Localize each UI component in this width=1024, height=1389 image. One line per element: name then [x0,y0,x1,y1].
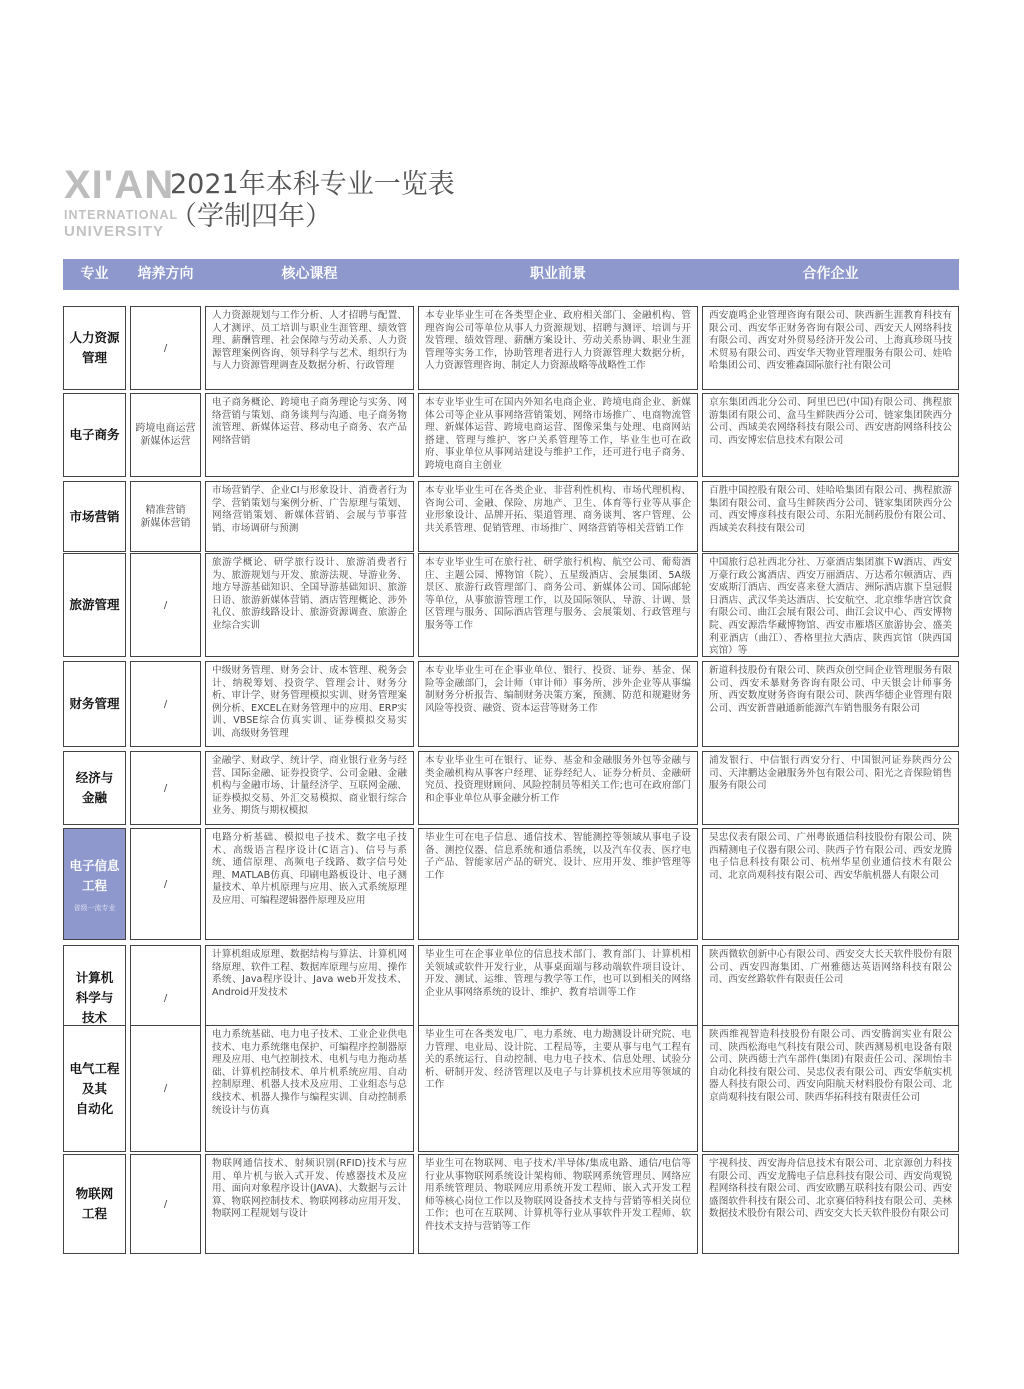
page-header [64,162,964,242]
direction-cell [130,661,201,747]
major-cell [63,1025,126,1152]
partners-cell [702,751,959,825]
partners-cell [702,553,959,657]
career-cell-text: 毕业生可在电子信息、通信技术、智能测控等领域从事电子设备、测控仪器、信息系统和通信系统，以及汽车仪表、医疗电子产品、智能家居产品的研究、设计、应用开发、维护管理等工作 [425,832,691,881]
logo-line-university: UNIVERSITY [64,223,165,240]
courses-cell [205,553,414,657]
courses-cell-text: 电路分析基础、模拟电子技术、数字电子技术、高级语言程序设计(C语言)、信号与系统、通信原理、高频电子线路、数字信号处理、MATLAB仿真、印刷电路板设计、电子测量技术、单片机原理与应用、嵌入式系统原理及应用、可编程逻辑器件原理及应用 [212,832,407,906]
courses-cell [205,393,414,477]
partners-cell [702,1025,959,1152]
courses-cell-text: 计算机组成原理、数据结构与算法、计算机网络原理、软件工程、数据库原理与应用、操作系统、Java程序设计、Java web开发技术、Android开发技术 [212,949,407,998]
major-cell [63,481,126,552]
partners-cell-text: 宇视科技、西安海舟信息技术有限公司、北京源创力科技有限公司、西安龙腾电子信息科技有限公司、西安尚观锐程网络科技有限公司、西安欧鹏互联科技有限公司、西安盛图软件科技有限公司、北京赛佰特科技有限公司、美林数据技术股份有限公司、西安交大长天软件股份有限公司 [709,1158,952,1220]
partners-cell-text: 西安鹿鸣企业管理咨询有限公司、陕西新生涯教育科技有限公司、西安华正财务咨询有限公司、西安天人网络科技有限公司、西安对外贸易经济开发公司、上海真珍斑马技术贸易有限公司、西安华天物业管理服务有限公司、娃哈哈集团公司、西安雅森国际旅行社有限公司 [709,310,952,372]
partners-cell [702,481,959,552]
partners-cell-text: 百胜中国控股有限公司、娃哈哈集团有限公司、携程旅游集团有限公司、盒马生鲜陕西分公司、链家集团陕西分公司、西安博彦科技有限公司、东阳光制药股份有限公司、西域美农科技有限公司 [709,485,952,534]
direction-cell-text: / [163,698,168,710]
university-logo: XI'AN [64,163,175,207]
partners-cell [702,393,959,477]
career-cell [418,1025,698,1152]
direction-cell [130,306,201,390]
partners-cell-text: 陕西微软创新中心有限公司、西安交大长天软件股份有限公司、西安四海集团、广州雅德达英语网络科技有限公司、西安丝路软件有限责任公司 [709,949,952,986]
partners-cell-text: 吴忠仪表有限公司、广州粤嵌通信科技股份有限公司、陕西精测电子仪器有限公司、陕西子竹有限公司、西安龙腾电子信息科技有限公司、杭州华星创业通信技术有限公司、北京尚观科技有限公司、西安华航机器人有限公司 [709,832,952,881]
major-cell [63,661,126,747]
career-cell-text: 本专业毕业生可在企事业单位、银行、投资、证券、基金、保险等金融部门，会计师（审计师）事务所、涉外企业等从事编制财务分析报告、编制财务决策方案，预测、防范和规避财务风险等投资、融资、资本运营等财务工作 [425,665,691,714]
courses-cell [205,481,414,552]
major-cell-text: 电气工程 及其 自动化 [69,1060,120,1116]
courses-cell-text: 金融学、财政学、统计学、商业银行业务与经营、国际金融、证券投资学、公司金融、金融机构与金融市场、计量经济学、互联网金融、证券模拟交易、外汇交易模拟、商业银行综合业务、期货与期权模拟 [212,755,407,817]
table-header [63,259,959,290]
major-cell [63,1154,126,1254]
major-cell-text: 电子信息 工程 [69,857,120,893]
table-row [0,828,1024,940]
partners-cell-text: 浦发银行、中信银行西安分行、中国银河证券陕西分公司、天津鹏达金融服务外包有限公司、阳光之音保险销售服务有限公司 [709,755,952,792]
direction-cell-text: / [163,342,168,354]
partners-cell-text: 陕西维视智造科技股份有限公司、西安腾润实业有限公司、陕西松海电气科技有限公司、陕西测易机电设备有限公司、陕西德士汽车部件(集团)有限责任公司、深圳怡丰自动化科技有限公司、吴忠仪表有限公司、西安华航实机器人科技有限公司、西安向阳航天材料股份有限公司、北京尚观科技有限公司、陕西华拓科技有限责任公司 [709,1029,952,1103]
direction-cell-text: / [163,1083,168,1094]
courses-cell-text: 电子商务概论、跨境电子商务理论与实务、网络营销与策划、商务谈判与沟通、电子商务物流管理、新媒体运营、移动电子商务、农产品网络营销 [212,397,407,446]
major-cell-text: 人力资源 管理 [69,330,120,365]
direction-cell-text: / [163,992,168,1004]
career-cell [418,553,698,657]
major-cell [63,306,126,390]
direction-cell-text: / [163,782,168,794]
direction-cell-text: / [163,878,168,890]
direction-cell-text: / [163,599,168,611]
major-cell [63,553,126,657]
partners-cell [702,1154,959,1254]
direction-cell [130,1025,201,1152]
direction-cell-text: / [163,1198,168,1210]
career-cell [418,481,698,552]
table-row [0,393,1024,477]
table-row [0,306,1024,390]
career-cell [418,393,698,477]
page-subtitle: （学制四年） [170,201,332,232]
partners-cell [702,828,959,940]
courses-cell-text: 人力资源规划与工作分析、人才招聘与配置、人才测评、员工培训与职业生涯管理、绩效管理、薪酬管理、社会保障与劳动关系、人力资源管理案例咨询、领导科学与艺术、组织行为与人力资源管理调查及数据分析、行政管理 [212,310,407,372]
direction-cell [130,393,201,477]
courses-cell-text: 旅游学概论、研学旅行设计、旅游消费者行为、旅游规划与开发、旅游法规、导游业务、地方导游基础知识、全国导游基础知识、旅游日语、旅游新媒体营销、酒店管理概论、涉外礼仪、旅游线路设计、旅游资源调查、旅游企业综合实训 [212,557,407,631]
partners-cell-text: 京东集团西北分公司、阿里巴巴(中国)有限公司、携程旅游集团有限公司、盒马生鲜陕西分公司、链家集团陕西分公司、西域美农网络科技有限公司、西安唐韵网络科技公司、西安博宏信息技术有限公司 [709,397,952,446]
courses-cell [205,306,414,390]
logo-line-international: INTERNATIONAL [64,208,179,222]
page-title: 2021年本科专业一览表 [170,169,455,200]
career-cell [418,661,698,747]
direction-cell [130,481,201,552]
career-cell-text: 毕业生可在各类发电厂、电力系统、电力勘测设计研究院、电力管理、电业局、设计院、工程局等，主要从事与电气工程有关的系统运行、自动控制、电力电子技术、信息处理、试验分析、研制开发、经济管理以及电子与计算机技术应用等领域的工作 [425,1029,691,1091]
major-cell-text: 旅游管理 [69,597,120,612]
courses-cell [205,661,414,747]
first-class-major-badge: 省级一流专业 [73,903,116,912]
table-row [0,1025,1024,1152]
direction-cell [130,553,201,657]
courses-cell [205,1154,414,1254]
direction-cell-text: 跨境电商运营 新媒体运营 [135,423,196,447]
courses-cell [205,828,414,940]
career-cell-text: 本专业毕业生可在各类型企业、政府相关部门、金融机构、管理咨询公司等单位从事人力资源规划、招聘与测评、培训与开发管理、绩效管理、薪酬方案设计、劳动关系协调、职业生涯管理等实务工作，协助管理者进行人力资源管理大数据分析，人力资源管理咨询、制定人力资源战略等战略性工作 [425,310,691,372]
career-cell-text: 本专业毕业生可在国内外知名电商企业、跨境电商企业、新媒体公司等企业从事网络营销策划、网络市场推广、电商物流管理、新媒体运营、跨境电商运营、图像采集与处理、电商网站搭建、管理与维护、客户关系管理等工作，毕业生也可在政府、事业单位从事网站建设与维护工作，还可进行电子商务、跨境电商自主创业 [425,397,691,471]
direction-cell [130,828,201,940]
table-row [0,661,1024,747]
courses-cell [205,751,414,825]
header-career: 职业前景 [530,266,586,282]
table-row [0,553,1024,657]
career-cell [418,751,698,825]
partners-cell [702,661,959,747]
partners-cell [702,306,959,390]
major-cell-text: 经济与 金融 [75,770,114,805]
major-cell-text: 电子商务 [69,427,120,442]
career-cell [418,1154,698,1254]
career-cell-text: 本专业毕业生可在旅行社、研学旅行机构、航空公司、葡萄酒庄、主题公园、博物馆（院）、五星级酒店、会展集团、5A级景区、旅游行政管理部门、商务公司、新媒体公司、国际邮轮等单位，从事旅游管理工作，以及国际领队、导游、计调、景区管理与服务、国际酒店管理与服务、会展策划、行政管理与服务等工作 [425,557,691,631]
courses-cell-text: 物联网通信技术、射频识别(RFID)技术与应用、单片机与嵌入式开发、传感器技术及应用、面向对象程序设计(JAVA)、大数据与云计算、物联网控制技术、物联网移动应用开发、物联网工程规划与设计 [212,1158,407,1220]
major-cell-text: 物联网 工程 [75,1186,114,1221]
career-cell-text: 本专业毕业生可在银行、证券、基金和金融服务外包等金融与类金融机构从事客户经理、证券经纪人、证券分析员、金融研究员、投资理财顾问、风险控制员等相关工作;也可在政府部门和企事业单位从事金融分析工作 [425,755,691,804]
direction-cell [130,1154,201,1254]
career-cell-text: 本专业毕业生可在各类企业、非营利性机构、市场代理机构、咨询公司、金融、保险、房地产、卫生、体育等行业等从事企业形象设计、品牌开拓、渠道管理、商务谈判、客户管理、公共关系管理、促销管理、市场推广、网络营销等相关营销工作 [425,485,691,534]
header-core-courses: 核心课程 [281,266,338,282]
header-major: 专业 [80,266,109,282]
career-cell-text: 毕业生可在物联网、电子技术/半导体/集成电路、通信/电信等行业从事物联网系统设计架构师、物联网系统管理员、网络应用系统管理员、物联网应用系统开发工程师、嵌入式开发工程师等核心岗位工作以及物联网设备技术支持与营销等相关岗位工作；也可在互联网、计算机等行业从事软件开发工程师、软件技术支持与营销等工作 [425,1158,691,1232]
major-cell [63,393,126,477]
partners-cell-text: 新道科技股份有限公司、陕西众创空间企业管理服务有限公司、西安禾暴财务咨询有限公司、中天银会计师事务所、西安数度财务咨询有限公司、陕西华德企业管理有限公司、西安新普融通新能源汽车销售服务有限公司 [709,665,952,714]
header-direction: 培养方向 [137,266,194,282]
university-logo-subtitle [64,208,178,240]
table-row [0,1154,1024,1254]
courses-cell-text: 市场营销学、企业CI与形象设计、消费者行为学、营销策划与案例分析、广告原理与策划、网络营销策划、新媒体营销、会展与节事营销、市场调研与预测 [212,485,407,534]
partners-cell-text: 中国旅行总社西北分社、万豪酒店集团旗下W酒店、西安万豪行政公寓酒店、西安万丽酒店、万达希尔顿酒店、西安威斯汀酒店、西安喜来登大酒店、洲际酒店旗下皇冠假日酒店、武汉华美达酒店、长安航空、北京维华唐宫饮食有限公司、曲江会展有限公司、曲江会议中心、西安博物院、西安源浩华藏博物馆、西安市雁塔区旅游协会、盛美利亚酒店（曲江）、香格里拉大酒店、陕西宾馆（陕西国宾馆）等 [709,557,952,657]
major-cell-text: 财务管理 [69,696,120,711]
career-cell-text: 毕业生可在企事业单位的信息技术部门、教育部门、计算机相关领域或软件开发行业，从事桌面端与移动端软件项目设计、开发、测试、运维、管理与教学等工作，也可以到相关的网络企业从事网络系统的设计、维护、教育培训等工作 [425,949,691,998]
courses-cell-text: 电力系统基础、电力电子技术、工业企业供电技术、电力系统继电保护、可编程序控制器原理及应用、电气控制技术、电机与电力拖动基础、计算机控制技术、单片机系统应用、自动控制原理、机器人技术及应用、工业组态与总线技术、机器人操作与编程实训、自动控制系统设计与仿真 [212,1029,407,1116]
header-partners: 合作企业 [802,266,859,282]
table-row [0,481,1024,552]
career-cell [418,828,698,940]
courses-cell [205,1025,414,1152]
major-cell-text: 计算机 科学与 技术 [75,970,114,1025]
courses-cell-text: 中级财务管理、财务会计、成本管理、税务会计、纳税筹划、投资学、管理会计、财务分析、审计学、财务管理模拟实训、财务管理案例分析、EXCEL在财务管理中的应用、ERP实训、VBSE综合仿真实训、证券模拟交易实训、高级财务管理 [212,665,407,739]
direction-cell-text: 精准营销 新媒体营销 [140,504,191,529]
major-cell [63,751,126,825]
career-cell [418,306,698,390]
major-cell [63,828,126,940]
major-cell-text: 市场营销 [69,508,120,524]
direction-cell [130,751,201,825]
table-row [0,751,1024,825]
